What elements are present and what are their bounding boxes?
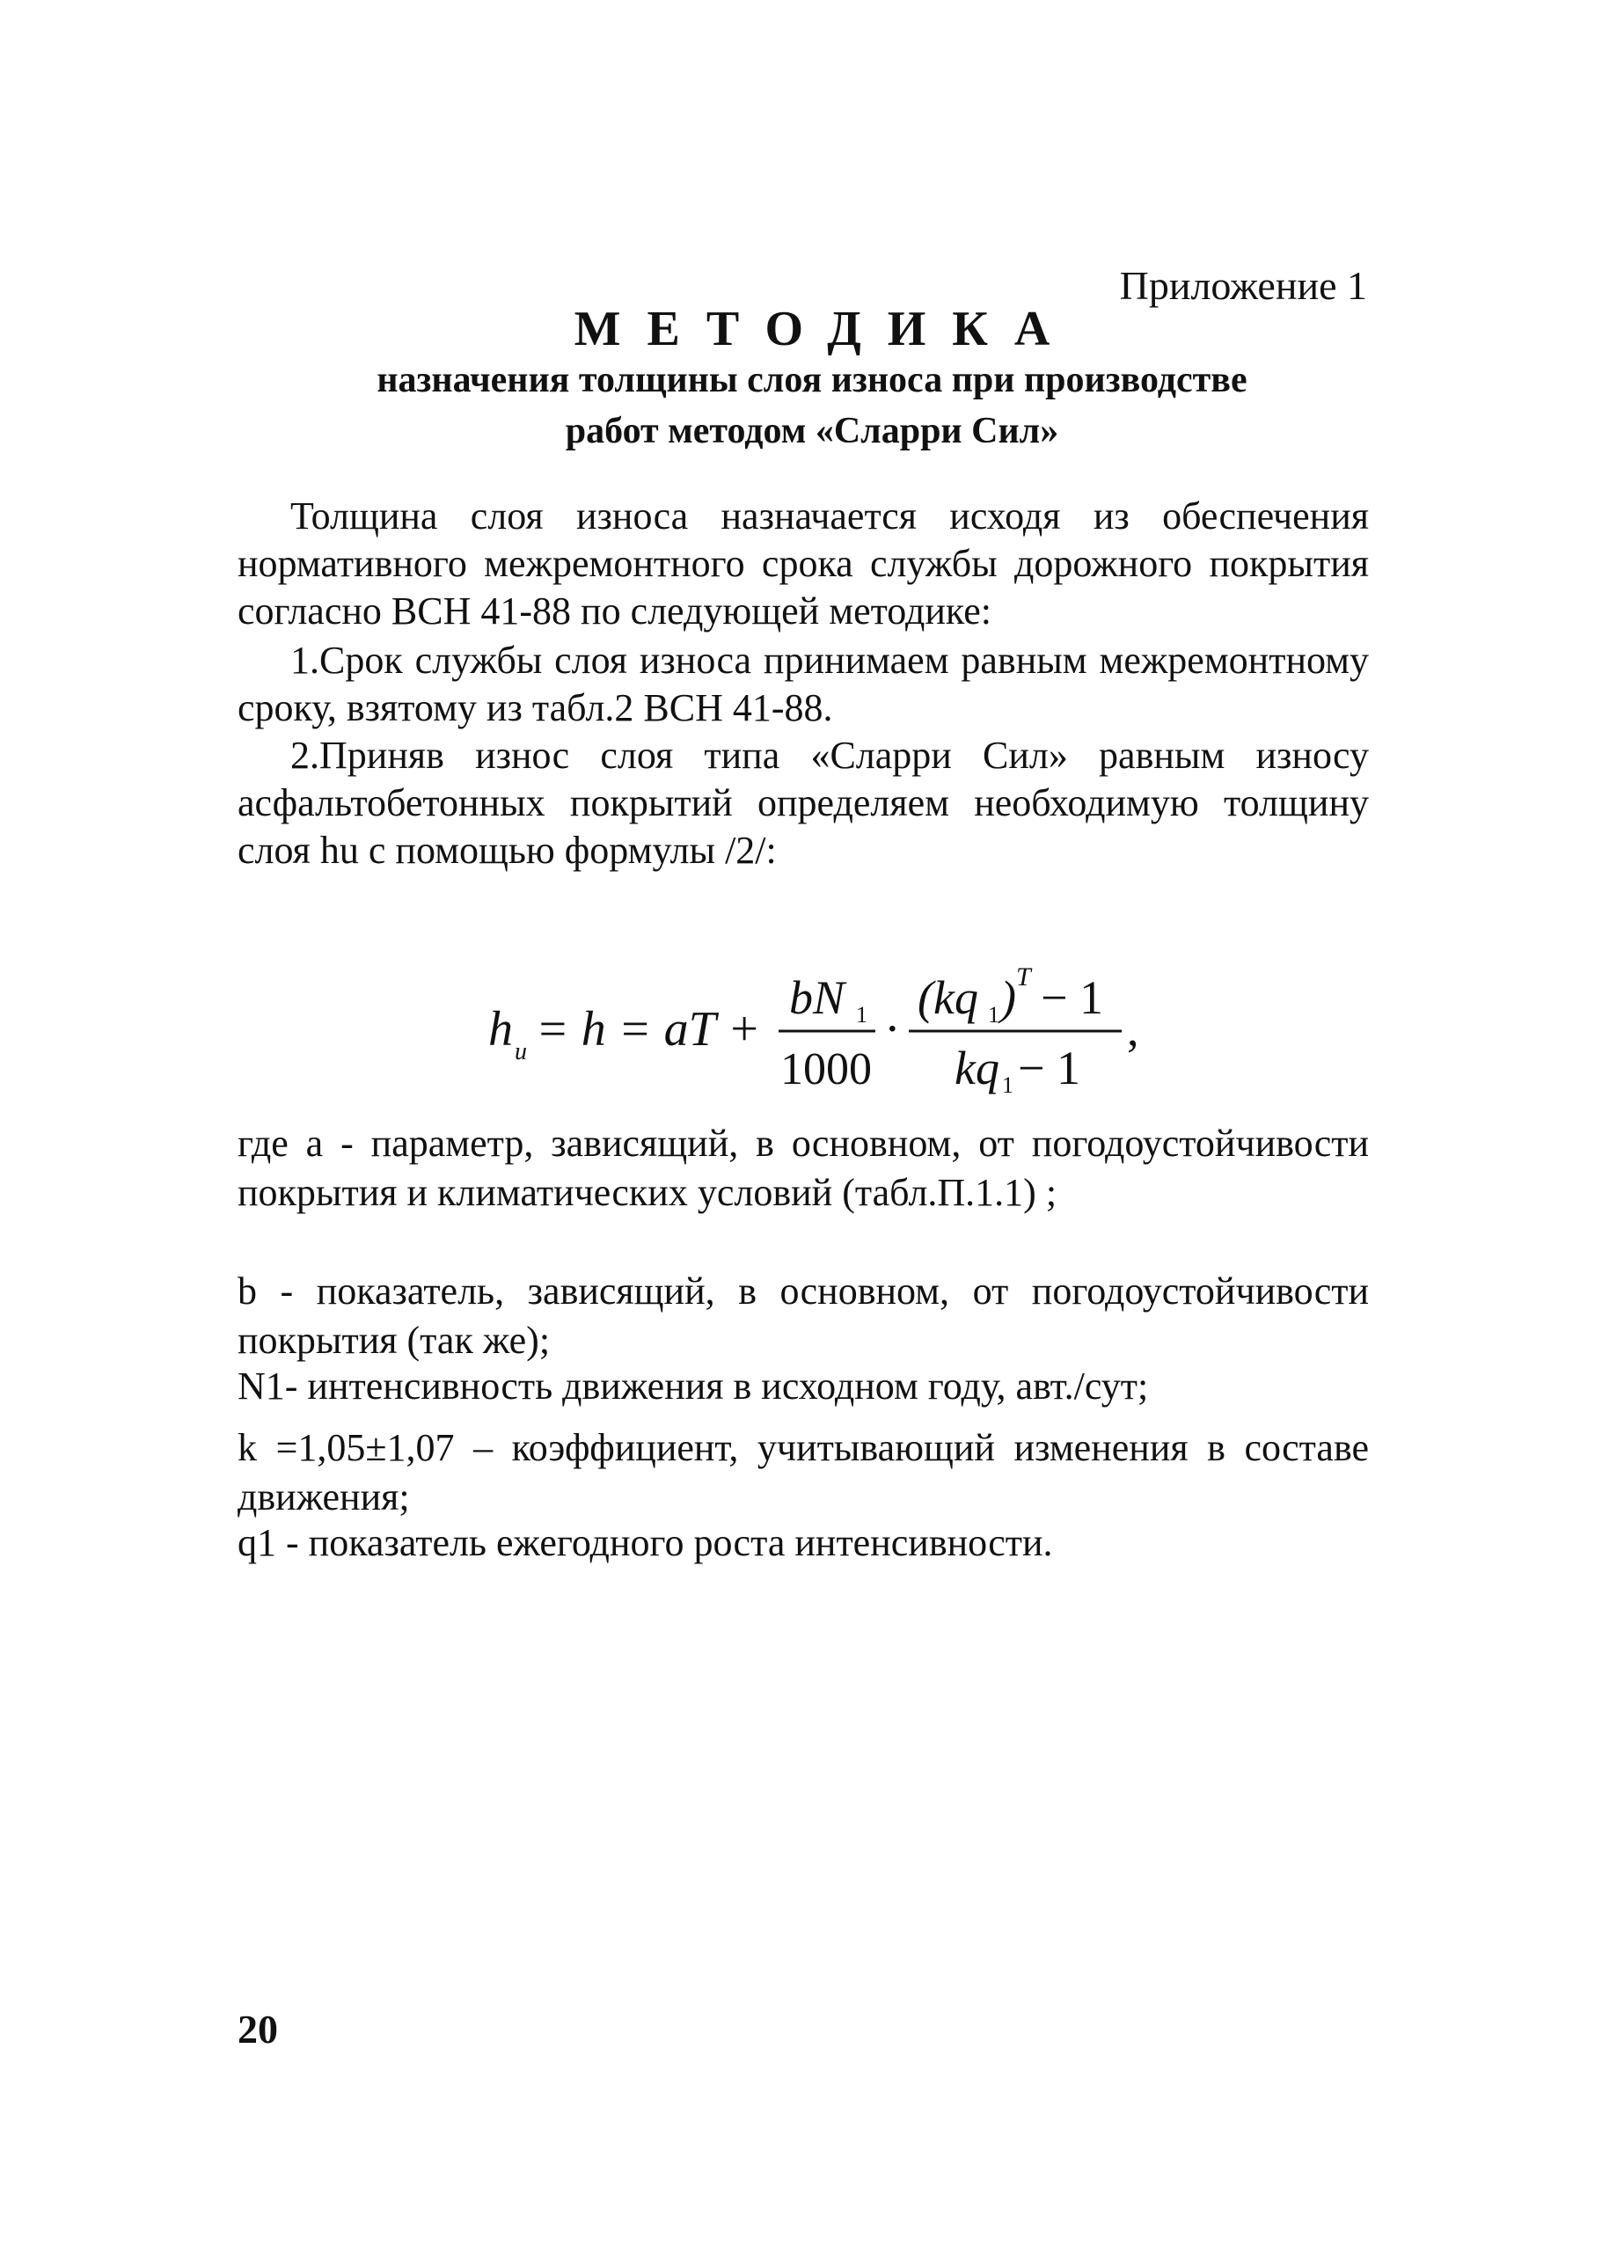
step-2-paragraph: [238, 732, 1369, 874]
formula-num2-tail: ): [1000, 971, 1016, 1024]
formula-den2-sub: 1: [1002, 1072, 1013, 1098]
formula-den1: 1000: [780, 1044, 872, 1094]
formula-num2-sub: 1: [988, 1002, 999, 1028]
formula-lhs: h: [488, 1002, 513, 1057]
formula-svg: [488, 950, 1157, 1108]
intro-paragraph: Толщина слоя износа назначается исходя из обеспечения нормативного межремонтного срока службы дорожного покрытия согласно ВСН 41-88 по следующей методике:: [238, 494, 1369, 633]
formula-num1: bN: [789, 971, 845, 1024]
formula-dot: ·: [884, 1002, 901, 1057]
definition-b: b - показатель, зависящий, в основном, от погодоустойчивости покрытия (так же);: [238, 1269, 1369, 1362]
formula-lhs-sub: и: [515, 1038, 527, 1065]
formula-num2-sup: T: [1016, 962, 1031, 991]
formula-num2-minus: − 1: [1041, 971, 1103, 1024]
h-u-symbol: hu: [319, 829, 359, 872]
page-number: 20: [238, 2007, 278, 2052]
formula-den2-minus: − 1: [1018, 1042, 1080, 1094]
formula-comma: ,: [1127, 1003, 1139, 1056]
definition-n1: N1- интенсивность движения в исходном году, авт./сут;: [238, 1364, 1149, 1408]
formula-den2: kq: [955, 1042, 999, 1094]
appendix-label: Приложение 1: [1119, 263, 1367, 308]
definition-q1: q1 - показатель ежегодного роста интенсивности.: [238, 1521, 1053, 1564]
subtitle-line-2: работ методом «Сларри Сил»: [565, 411, 1059, 451]
document-title: МЕТОДИКА: [574, 302, 1077, 356]
step-2-tail: с помощью формулы /2/:: [368, 829, 777, 872]
definition-a: где а - параметр, зависящий, в основном, от погодоустойчивости покрытия и климатических условий (табл.П.1.1) ;: [238, 1122, 1369, 1214]
formula-num2: (kq: [918, 971, 978, 1024]
subtitle-line-1: назначения толщины слоя износа при производстве: [377, 360, 1247, 400]
definition-k: k =1,05±1,07 – коэффициент, учитывающий изменения в составе движения;: [238, 1426, 1369, 1518]
formula-eq1: = h = aT +: [536, 1002, 761, 1057]
step-1-paragraph: 1.Срок службы слоя износа принимаем равным межремонтному сроку, взятому из табл.2 ВСН 41-88.: [238, 639, 1369, 729]
formula-num1-sub: 1: [856, 1002, 867, 1028]
wear-layer-formula: [488, 950, 1157, 1108]
step-2-text: 2.Приняв износ слоя типа «Сларри Сил» равным износу асфальтобетонных покрытий определяем необходимую толщину слоя: [238, 734, 1369, 872]
